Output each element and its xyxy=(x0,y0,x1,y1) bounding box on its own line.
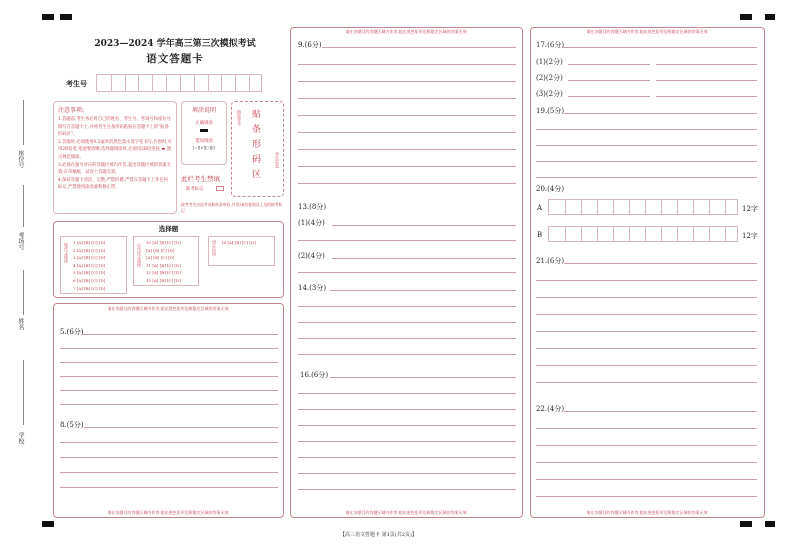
room-label: 考场号 xyxy=(17,232,24,250)
answer-line[interactable] xyxy=(536,145,757,146)
notes-item: 1.答题前,考生务必将自己的姓名、考生号、考场号和座位号填写在答题卡上,并将考生号条形码粘贴在答题卡上的"贴条形码区"。 xyxy=(58,117,171,138)
answer-line[interactable] xyxy=(536,314,757,315)
warning-text: 请在各题目的答题区域内作答,超出黑色矩形边框限定区域的答案无效 xyxy=(586,510,708,515)
exam-id-field[interactable] xyxy=(96,74,262,92)
answer-line[interactable] xyxy=(298,473,516,474)
answer-line[interactable] xyxy=(298,338,516,339)
answer-line[interactable] xyxy=(298,166,516,167)
question-20-a-label: A xyxy=(537,204,543,212)
registration-mark xyxy=(42,14,54,20)
answer-line[interactable] xyxy=(298,149,516,150)
absent-mark-label: 缺考标记 xyxy=(186,187,204,192)
exam-title: 2023—2024 学年高三第三次模拟考试 xyxy=(94,39,256,49)
question-14: 14.(3分) xyxy=(298,284,327,292)
fill-guide-title: 填涂说明 xyxy=(191,107,216,114)
answer-line[interactable] xyxy=(536,177,757,178)
answer-line[interactable] xyxy=(536,382,757,383)
answer-line[interactable] xyxy=(536,297,757,298)
answer-line[interactable] xyxy=(536,161,757,162)
answer-line[interactable] xyxy=(84,427,278,428)
choice-group-b xyxy=(133,236,199,286)
answer-line[interactable] xyxy=(298,425,516,426)
answer-line[interactable] xyxy=(536,445,757,446)
answer-line[interactable] xyxy=(568,96,650,97)
answer-line[interactable] xyxy=(568,80,650,81)
answer-line[interactable] xyxy=(60,472,278,473)
answer-line[interactable] xyxy=(298,393,516,394)
answer-line[interactable] xyxy=(536,129,757,130)
answer-line[interactable] xyxy=(298,409,516,410)
answer-line[interactable] xyxy=(536,428,757,429)
question-20: 20.(4分) xyxy=(536,185,565,193)
choice-row[interactable]: 4 [A] [B] [C] [D] xyxy=(73,262,106,268)
choice-row[interactable]: 15 [A] [B] [C] [D] xyxy=(146,277,181,283)
answer-line[interactable] xyxy=(298,441,516,442)
absent-note: 缺考考生由监考员粘贴条形码,并用2B铅笔填涂上边的缺考标记 xyxy=(181,202,283,213)
answer-line[interactable] xyxy=(298,98,516,99)
choice-row[interactable]: [A] [B] [C] [D] xyxy=(146,247,175,253)
answer-line[interactable] xyxy=(298,64,516,65)
answer-line[interactable] xyxy=(298,240,516,241)
answer-line[interactable] xyxy=(298,457,516,458)
choice-row[interactable]: 1 [A] [B] [C] [D] xyxy=(73,240,106,245)
choice-group-b-label: 古代诗文阅读 xyxy=(137,243,142,267)
answer-line[interactable] xyxy=(60,404,278,405)
answer-line[interactable] xyxy=(330,290,516,291)
answer-line[interactable] xyxy=(332,225,516,226)
answer-line[interactable] xyxy=(536,462,757,463)
question-13-1: (1)(4分) xyxy=(298,219,325,227)
school-label: 学校 xyxy=(17,432,24,444)
question-20-b-label: B xyxy=(537,231,543,239)
question-19: 19.(5分) xyxy=(536,107,565,115)
choice-row[interactable]: 6 [A] [B] [C] [D] xyxy=(73,277,106,283)
warning-text: 请在各题目的答题区域内作答,超出黑色矩形边框限定区域的答案无效 xyxy=(107,510,229,515)
answer-line[interactable] xyxy=(298,183,516,184)
choice-row[interactable]: 7 [A] [B] [C] [D] xyxy=(73,285,106,291)
wrong-fill-sample: [✓][×][○][/] xyxy=(193,146,215,150)
correct-fill-label: 正确填涂 xyxy=(195,121,213,126)
choice-section xyxy=(53,221,284,298)
char-grid-b[interactable] xyxy=(548,226,738,242)
question-20-a-limit: 12字 xyxy=(742,205,758,213)
choice-row[interactable]: 2 [A] [B] [C] [D] xyxy=(73,247,106,253)
question-20-b-limit: 12字 xyxy=(742,232,758,240)
barcode-label: 贴条形码区 xyxy=(252,110,262,180)
answer-line[interactable] xyxy=(60,390,278,391)
page-footer: 【高三语文答题卡 第1页(共2页)】 xyxy=(340,532,417,538)
notes-box xyxy=(53,101,177,214)
answer-line[interactable] xyxy=(298,132,516,133)
question-21: 21.(6分) xyxy=(536,257,565,265)
answer-line[interactable] xyxy=(656,80,757,81)
name-line xyxy=(23,270,24,315)
choice-row[interactable]: 5 [A] [B] [C] [D] xyxy=(73,270,106,276)
warning-text: 请在各题目的答题区域内作答,超出黑色矩形边框限定区域的答案无效 xyxy=(586,29,708,34)
registration-mark xyxy=(765,521,775,527)
question-17-1: (1)(2分) xyxy=(536,58,563,66)
choice-group-a-label: 现代文阅读 xyxy=(64,243,69,263)
answer-line[interactable] xyxy=(82,334,278,335)
name-label: 姓名 xyxy=(17,318,24,330)
choice-row[interactable]: 11 [A] [B] [C] [D] xyxy=(146,262,181,268)
answer-line[interactable] xyxy=(564,411,757,412)
answer-line[interactable] xyxy=(60,457,278,458)
warning-text: 请在各题目的答题区域内作答,超出黑色矩形边框限定区域的答案无效 xyxy=(107,306,229,311)
choice-title: 选择题 xyxy=(158,225,179,233)
char-grid-a[interactable] xyxy=(548,199,738,215)
warning-text: 请在各题目的答题区域内作答,超出黑色矩形边框限定区域的答案无效 xyxy=(345,29,467,34)
barcode-side-left: 填涂考号 xyxy=(237,110,242,126)
question-16: 16.(6分) xyxy=(300,371,329,379)
barcode-area xyxy=(231,101,284,197)
question-17-2: (2)(2分) xyxy=(536,74,563,82)
room-line xyxy=(23,185,24,227)
registration-mark xyxy=(740,521,752,527)
answer-line[interactable] xyxy=(298,306,516,307)
registration-mark xyxy=(42,521,54,527)
notes-title: 注意事项: xyxy=(58,107,85,114)
choice-group-c-label: 语言运用 xyxy=(212,240,217,256)
answer-line[interactable] xyxy=(562,47,757,48)
answer-panel-left xyxy=(53,303,284,518)
question-13: 13.(8分) xyxy=(298,203,327,211)
answer-line[interactable] xyxy=(322,47,516,48)
answer-line[interactable] xyxy=(656,96,757,97)
answer-line[interactable] xyxy=(536,280,757,281)
warning-text: 请在各题目的答题区域内作答,超出黑色矩形边框限定区域的答案无效 xyxy=(345,510,467,515)
choice-row[interactable]: 10 [A] [B] [C] [D] xyxy=(146,240,181,245)
question-5: 5.(6分) xyxy=(60,328,84,336)
answer-line[interactable] xyxy=(60,348,278,349)
choice-row[interactable]: [A] [B] [C] [D] xyxy=(146,255,175,261)
fill-guide-box xyxy=(181,101,227,165)
question-22: 22.(4分) xyxy=(536,405,565,413)
wrong-fill-label: 错误填涂 xyxy=(195,139,213,144)
choice-group-c xyxy=(208,236,275,266)
answer-line[interactable] xyxy=(568,64,650,65)
answer-line[interactable] xyxy=(60,442,278,443)
choice-row[interactable]: 3 [A] [B] [C] [D] xyxy=(73,255,106,261)
seat-label: 座位号 xyxy=(17,150,24,168)
forbidden-label: 此栏考生禁填 xyxy=(181,175,220,183)
question-17-3: (3)(2分) xyxy=(536,90,563,98)
answer-line[interactable] xyxy=(298,81,516,82)
answer-line[interactable] xyxy=(536,365,757,366)
answer-line[interactable] xyxy=(298,272,516,273)
absent-mark-checkbox[interactable] xyxy=(216,186,224,191)
answer-line[interactable] xyxy=(656,64,757,65)
notes-item: 2.答题时,必须使用0.5毫米的黑色墨水签字笔书写;作图时,可用2B铅笔,笔迹要清晰;选择题填涂时,必须用2B铅笔按 ▬ 图示规范填涂。 xyxy=(58,139,172,160)
question-8: 8.(5分) xyxy=(60,421,84,429)
school-line xyxy=(23,360,24,425)
notes-item: 4.保持答题卡清洁、完整,严禁折叠,严禁在答题卡上作任何标记,严禁使用涂改液和修正带。 xyxy=(58,177,168,191)
choice-group-a xyxy=(60,236,127,294)
question-17: 17.(6分) xyxy=(536,41,565,49)
answer-line[interactable] xyxy=(536,479,757,480)
answer-line[interactable] xyxy=(298,322,516,323)
answer-line[interactable] xyxy=(564,263,757,264)
registration-mark xyxy=(765,14,775,20)
answer-line[interactable] xyxy=(298,489,516,490)
choice-row[interactable]: 12 [A] [B] [C] [D] xyxy=(146,270,181,276)
answer-line[interactable] xyxy=(332,258,516,259)
choice-row[interactable]: 18 [A] [B] [C] [D] xyxy=(221,240,256,245)
barcode-side-right: 考生信息 xyxy=(275,152,280,168)
notes-item: 3.必须在题号对应的答题区域内作答,超出答题区域的答案无效;在草稿纸、试卷上答题无效。 xyxy=(58,162,171,176)
answer-line[interactable] xyxy=(536,331,757,332)
answer-line[interactable] xyxy=(60,487,278,488)
answer-line[interactable] xyxy=(60,376,278,377)
answer-line[interactable] xyxy=(564,113,757,114)
answer-line[interactable] xyxy=(330,377,516,378)
question-13-2: (2)(4分) xyxy=(298,252,325,260)
card-title: 语文答题卡 xyxy=(146,53,204,65)
answer-line[interactable] xyxy=(536,348,757,349)
exam-id-label: 考生号 xyxy=(66,79,87,88)
correct-fill-sample xyxy=(200,129,208,132)
answer-line[interactable] xyxy=(298,115,516,116)
answer-line[interactable] xyxy=(298,354,516,355)
question-9: 9.(6分) xyxy=(298,41,322,49)
registration-mark xyxy=(60,14,72,20)
registration-mark xyxy=(740,14,752,20)
answer-line[interactable] xyxy=(60,362,278,363)
seat-line xyxy=(23,100,24,145)
answer-line[interactable] xyxy=(536,496,757,497)
